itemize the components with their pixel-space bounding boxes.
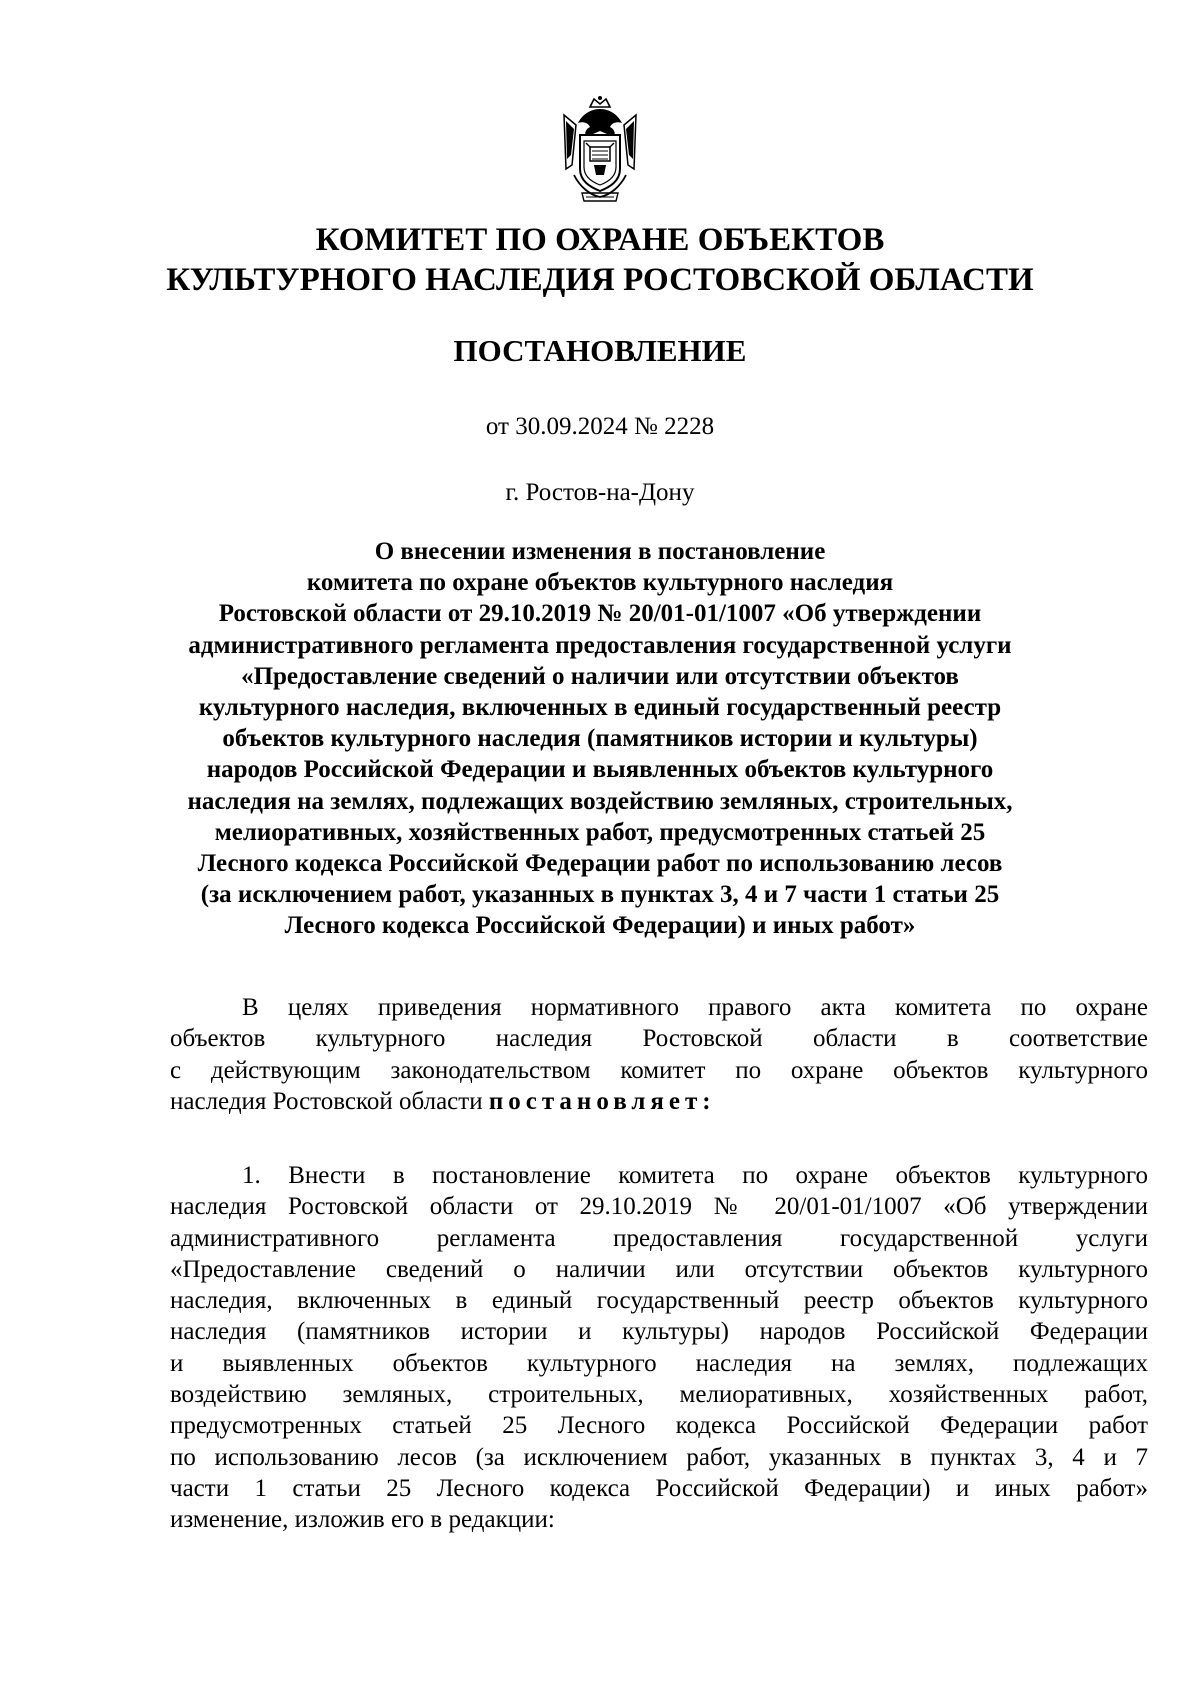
organization-name-line-2: КУЛЬТУРНОГО НАСЛЕДИЯ РОСТОВСКОЙ ОБЛАСТИ bbox=[166, 262, 1034, 298]
preamble-line: объектов культурного наследия Ростовской области в соответствие bbox=[170, 1025, 1148, 1053]
clause-line: изменение, изложив его в редакции: bbox=[170, 1506, 555, 1534]
title-line: мелиоративных, хозяйственных работ, предусмотренных статьей 25 bbox=[214, 818, 986, 846]
clause-line: «Предоставление сведений о наличии или отсутствии объектов культурного bbox=[170, 1255, 1148, 1283]
clause-line: наследия, включенных в единый государственный реестр объектов культурного bbox=[170, 1287, 1148, 1315]
clause-line: и выявленных объектов культурного наследия на землях, подлежащих bbox=[170, 1349, 1148, 1377]
title-line: (за исключением работ, указанных в пунктах 3, 4 и 7 части 1 статьи 25 bbox=[200, 881, 1000, 909]
clause-line: административного регламента предоставления государственной услуги bbox=[170, 1224, 1148, 1252]
preamble-line: наследия Ростовской области bbox=[170, 1087, 483, 1115]
title-line: Ростовской области от 29.10.2019 № 20/01-01/1007 «Об утверждении bbox=[218, 600, 982, 628]
document-type: ПОСТАНОВЛЕНИЕ bbox=[453, 333, 747, 368]
title-line: «Предоставление сведений о наличии или отсутствии объектов bbox=[241, 662, 959, 690]
title-line: административного регламента предоставления государственной услуги bbox=[188, 631, 1012, 659]
clause-line: 1. Внести в постановление комитета по охране объектов культурного bbox=[242, 1162, 1148, 1189]
title-line: Лесного кодекса Российской Федерации) и иных работ» bbox=[284, 912, 916, 940]
clause-line: части 1 статьи 25 Лесного кодекса Российской Федерации) и иных работ» bbox=[170, 1474, 1148, 1502]
clause-line: наследия (памятников истории и культуры) народов Российской Федерации bbox=[170, 1318, 1148, 1346]
title-line: наследия на землях, подлежащих воздействию земляных, строительных, bbox=[187, 787, 1013, 815]
preamble-line: В целях приведения нормативного правого акта комитета по охране bbox=[242, 994, 1148, 1021]
clause-line: наследия Ростовской области от 29.10.2019 № 20/01-01/1007 «Об утверждении bbox=[170, 1193, 1148, 1221]
clause-line: воздействию земляных, строительных, мелиоративных, хозяйственных работ, bbox=[170, 1381, 1148, 1409]
organization-name bbox=[100, 220, 1100, 300]
coat-of-arms-icon bbox=[560, 95, 640, 203]
clause-line: предусмотренных статьей 25 Лесного кодекса Российской Федерации работ bbox=[170, 1412, 1148, 1440]
preamble-line: с действующим законодательством комитет по охране объектов культурного bbox=[170, 1056, 1148, 1084]
clause-line: по использованию лесов (за исключением работ, указанных в пунктах 3, 4 и 7 bbox=[170, 1443, 1148, 1471]
organization-name-line-1: КОМИТЕТ ПО ОХРАНЕ ОБЪЕКТОВ bbox=[315, 222, 885, 258]
title-line: Лесного кодекса Российской Федерации работ по использованию лесов bbox=[197, 850, 1003, 878]
document-date-number: от 30.09.2024 № 2228 bbox=[485, 413, 715, 440]
decree-word: постановляет: bbox=[488, 1087, 716, 1115]
title-line: О внесении изменения в постановление bbox=[374, 538, 826, 565]
document-city: г. Ростов-на-Дону bbox=[505, 479, 695, 506]
title-line: объектов культурного наследия (памятников истории и культуры) bbox=[222, 725, 978, 753]
document-title bbox=[100, 536, 1100, 942]
clause-1-paragraph bbox=[170, 1160, 1148, 1536]
preamble-last-line bbox=[170, 1086, 1148, 1117]
preamble-paragraph bbox=[170, 992, 1148, 1117]
title-line: народов Российской Федерации и выявленных объектов культурного bbox=[206, 756, 994, 784]
title-line: культурного наследия, включенных в единый государственный реестр bbox=[198, 694, 1002, 722]
title-line: комитета по охране объектов культурного наследия bbox=[306, 569, 894, 597]
